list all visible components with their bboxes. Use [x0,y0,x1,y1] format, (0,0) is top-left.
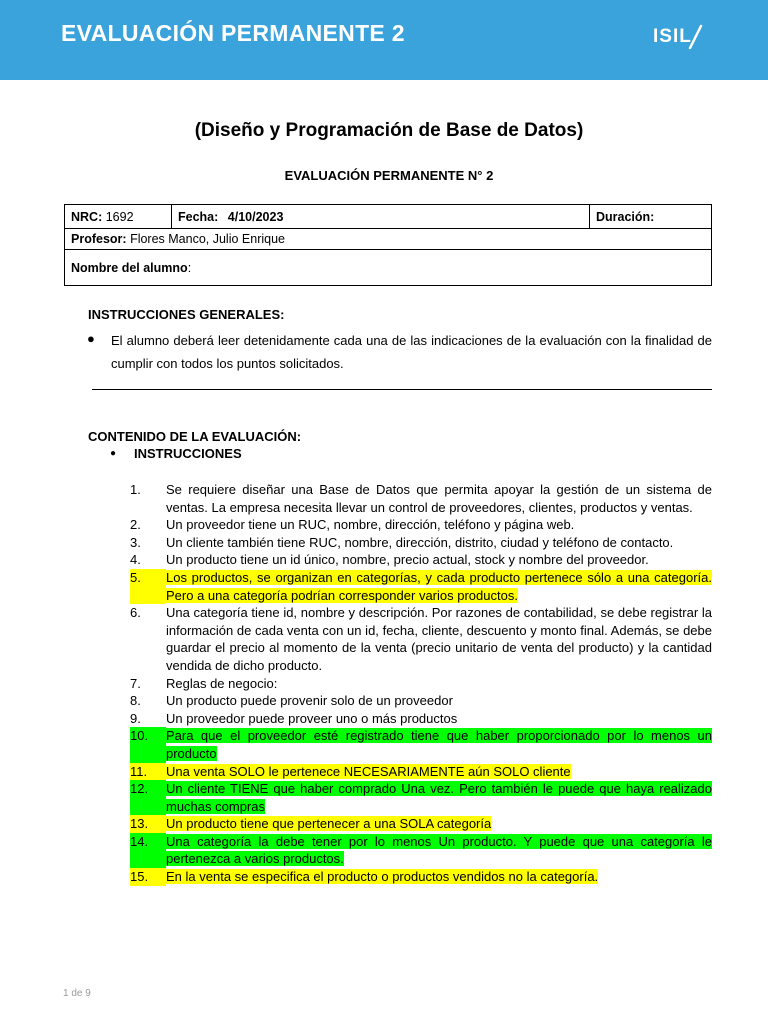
fecha-label: Fecha: [178,209,219,224]
list-item [130,534,714,552]
contenido-subtitle: INSTRUCCIONES [134,446,242,461]
list-item-number: 3. [130,534,141,550]
list-item [130,727,714,762]
list-item-number: 7. [130,675,141,691]
profesor-value: Flores Manco, Julio Enrique [130,232,285,246]
info-row-1 [65,205,712,229]
info-table [64,204,712,286]
list-item-number: 4. [130,552,141,568]
list-item [130,710,714,728]
nrc-label: NRC: [71,209,103,224]
list-item [130,868,714,886]
fecha-value: 4/10/2023 [227,209,284,224]
fecha-cell [172,205,590,229]
list-item-number: 12. [130,780,166,815]
list-item [130,692,714,710]
alumno-label: Nombre del alumno [71,260,188,275]
list-item-number: 5. [130,569,166,604]
banner-title: EVALUACIÓN PERMANENTE 2 [61,20,405,46]
list-item-number: 14. [130,833,166,868]
list-item-text: Reglas de negocio: [166,675,278,691]
list-item-number: 13. [130,815,166,833]
list-item-number: 9. [130,710,141,726]
info-row-3 [65,250,712,286]
list-item-text: Para que el proveedor esté registrado tiene que haber proporcionado por lo menos un producto [166,728,712,761]
list-item-text: Un producto tiene que pertenecer a una SOLA categoría [166,816,492,832]
duracion-cell [590,205,712,229]
instrucciones-generales-title: INSTRUCCIONES GENERALES: [88,307,285,322]
list-item [130,763,714,781]
list-item [130,780,714,815]
list-item-text: Una venta SOLO le pertenece NECESARIAMENTE aún SOLO cliente [166,763,571,779]
list-item-text: Un cliente TIENE que haber comprado Una vez. Pero también le puede que haya realizado muchas compras [166,781,712,814]
list-item-number: 8. [130,693,141,709]
bullet-icon: ● [110,448,117,459]
list-item [130,604,714,674]
list-item-text: Se requiere diseñar una Base de Datos que permita apoyar la gestión de un sistema de ventas. La empresa necesita llevar un control de proveedores, clientes, productos y ventas. [166,482,712,515]
list-item-text: En la venta se especifica el producto o productos vendidos no la categoría. [166,869,599,885]
profesor-label: Profesor: [71,232,127,246]
alumno-colon: : [187,260,192,275]
list-item [130,833,714,868]
list-item-text: Una categoría tiene id, nombre y descripción. Por razones de contabilidad, se debe registrar la información de cada venta con un id, fecha, cliente, descuento y monto final. Además, se debe guardar el precio al momento de la venta (precio unitario de venta del producto) y la cantidad vendida de dicho producto. [166,605,712,673]
info-row-2 [65,229,712,250]
page-indicator: 1 de 9 [63,988,91,999]
contenido-title: CONTENIDO DE LA EVALUACIÓN: [88,429,302,444]
isil-logo-text: ISIL [653,26,692,47]
bullet-icon: ● [87,331,95,346]
nrc-cell [65,205,172,229]
course-subject: (Diseño y Programación de Base de Datos) [194,120,584,141]
list-item-text: Un producto tiene un id único, nombre, precio actual, stock y nombre del proveedor. [166,552,649,568]
list-item [130,516,714,534]
list-item-number: 2. [130,517,141,533]
list-item-text: Un proveedor puede proveer uno o más productos [166,710,458,726]
list-item-number: 11. [130,763,166,781]
list-item [130,481,714,516]
list-item-text: Un producto puede provenir solo de un proveedor [166,693,453,709]
list-item [130,569,714,604]
list-item [130,815,714,833]
duracion-label: Duración: [596,209,655,224]
alumno-cell [65,250,712,286]
instructions-list [130,481,714,886]
list-item [130,675,714,693]
evaluation-heading: EVALUACIÓN PERMANENTE N° 2 [284,168,494,183]
header-banner [0,0,768,80]
list-item-number: 10. [130,727,166,762]
list-item-text: Una categoría la debe tener por lo menos Un producto. Y puede que una categoría le pertenezca a varios productos. [166,833,712,867]
list-item-number: 1. [130,482,141,497]
list-item-number: 6. [130,605,141,621]
profesor-cell [65,229,712,250]
list-item-text: Un proveedor tiene un RUC, nombre, dirección, teléfono y página web. [166,517,575,533]
list-item-number: 15. [130,868,166,886]
divider-line [92,389,712,390]
list-item-text: Los productos, se organizan en categorías, y cada producto pertenece sólo a una categoría. Pero a una categoría podrían corresponder varios productos. [166,569,712,603]
list-item [130,551,714,569]
list-item-text: Un cliente también tiene RUC, nombre, dirección, distrito, ciudad y teléfono de contacto. [166,534,674,550]
isil-logo-slash-icon [686,22,704,54]
nrc-value: 1692 [105,209,134,224]
instrucciones-generales-text: El alumno deberá leer detenidamente cada una de las indicaciones de la evaluación con la finalidad de cumplir con todos los puntos solicitados. [111,333,712,371]
